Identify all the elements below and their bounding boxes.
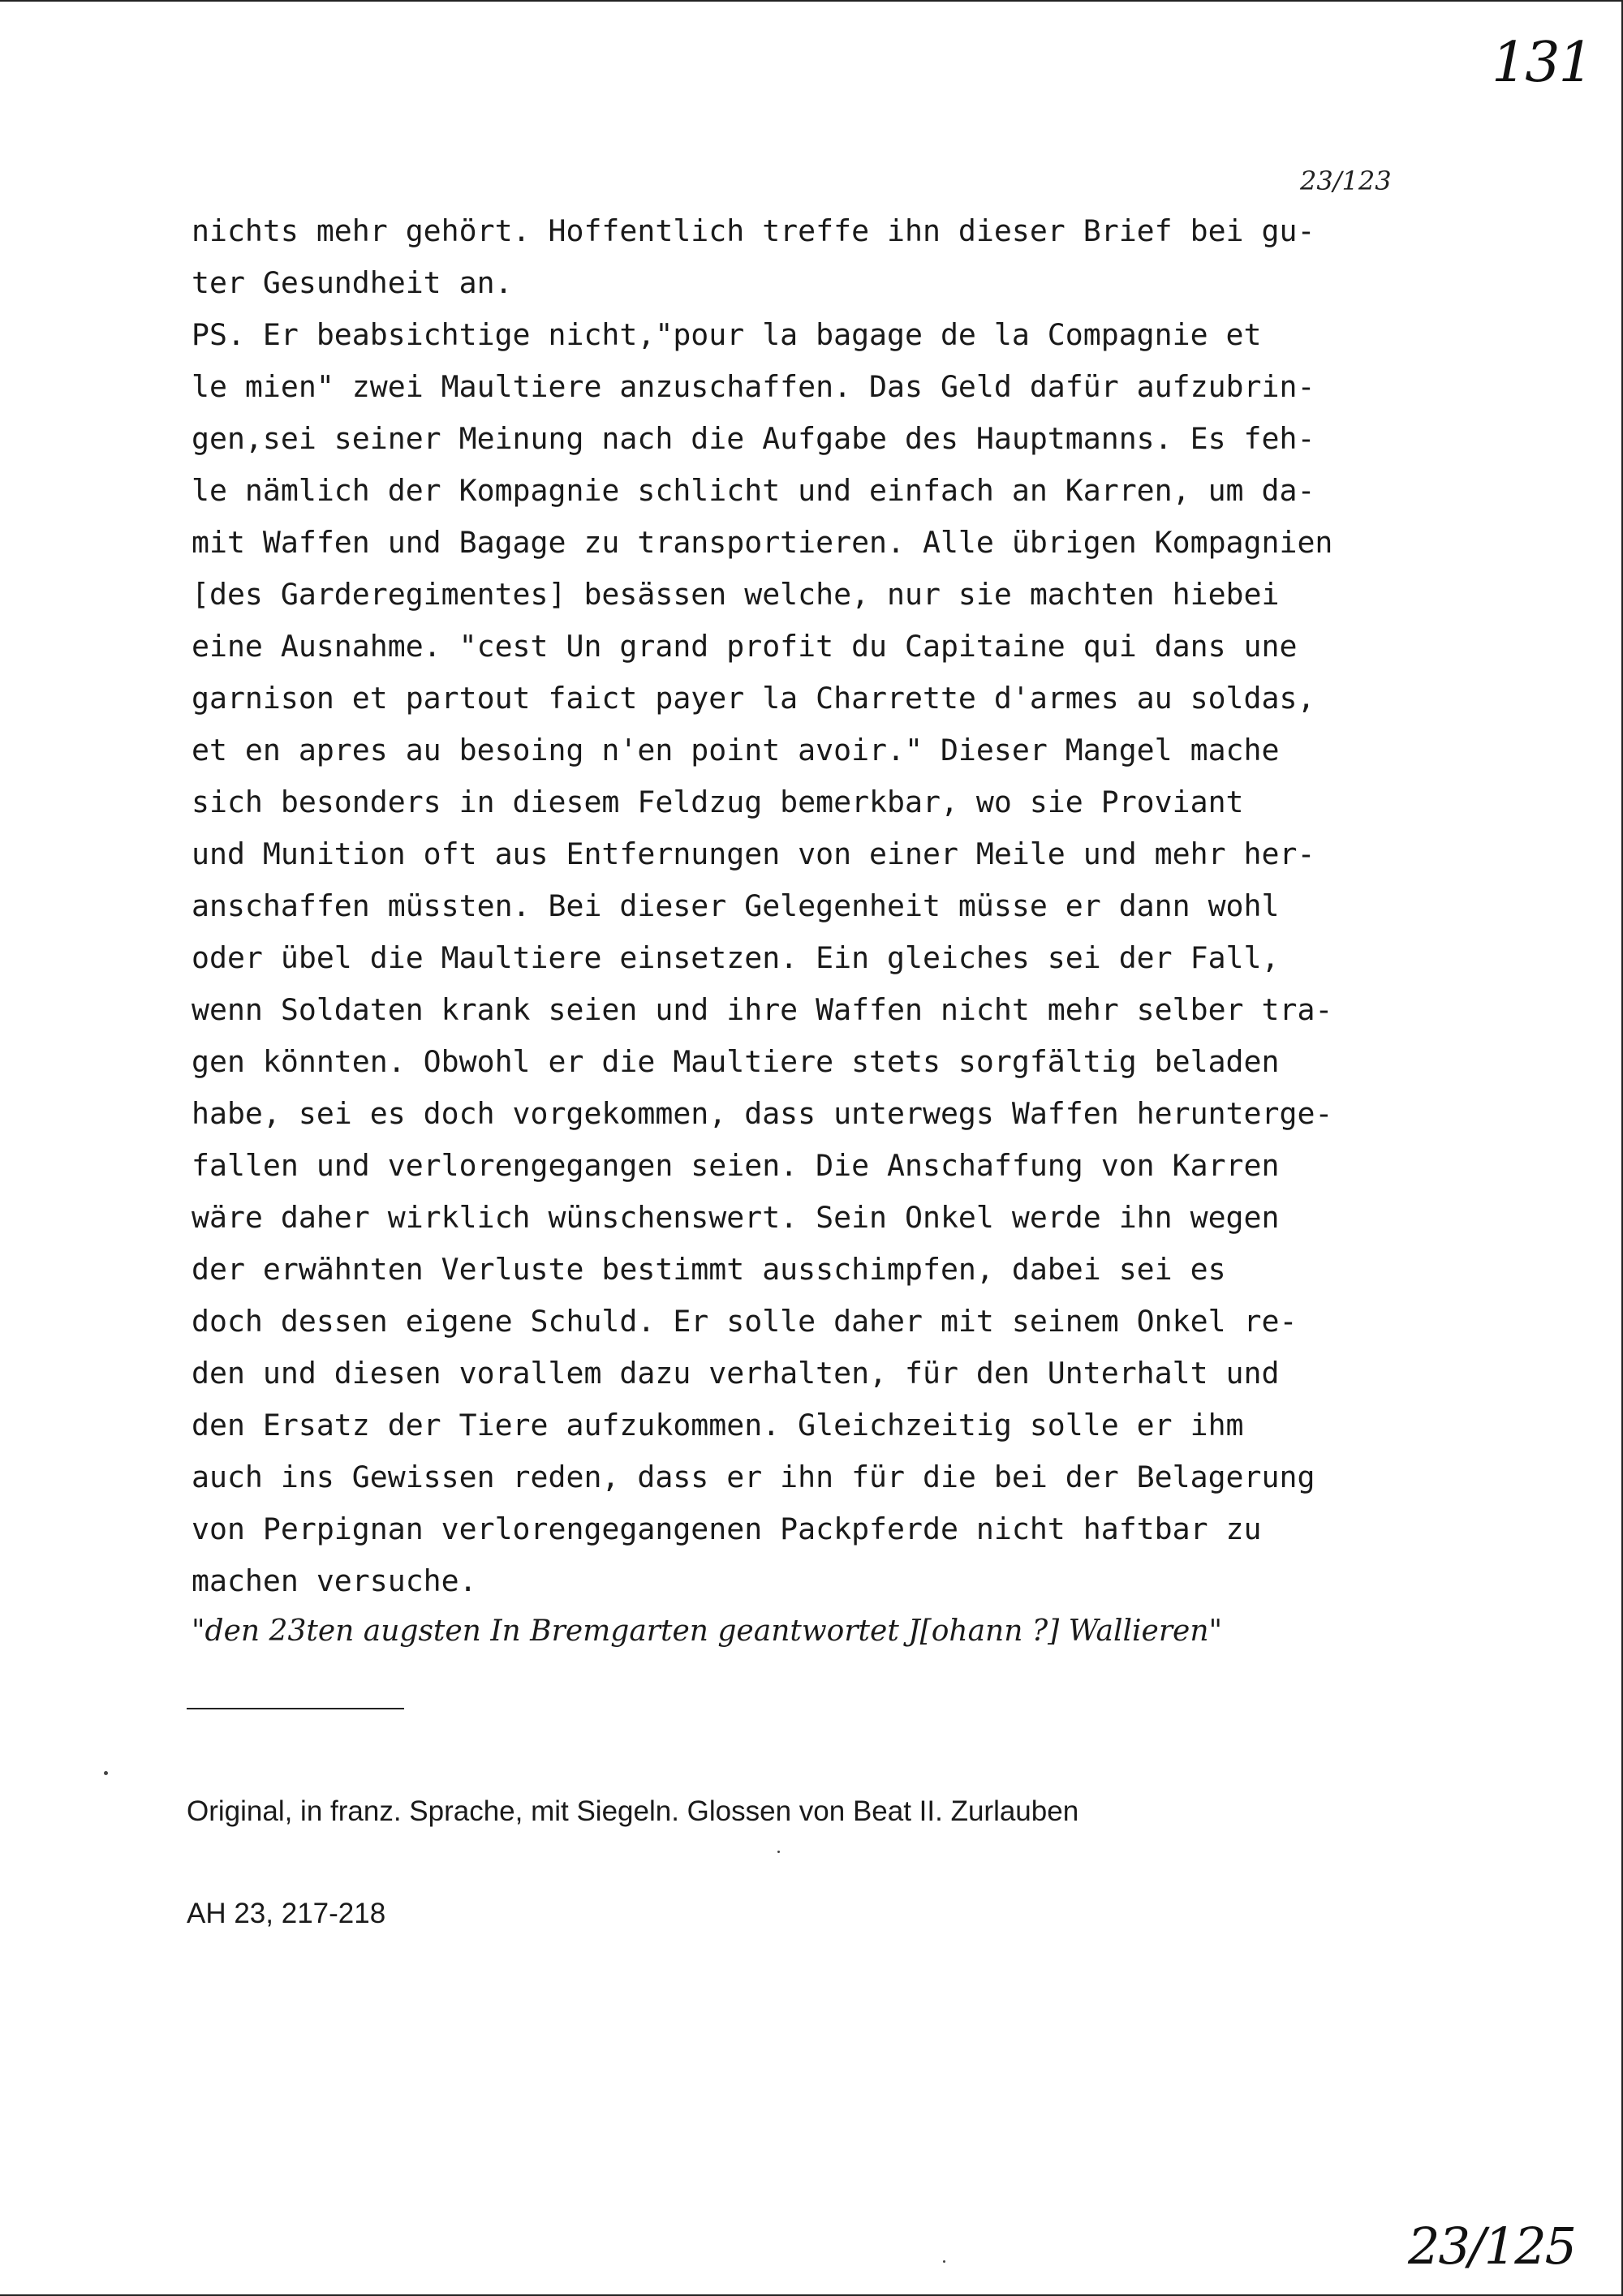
text-line: doch dessen eigene Schuld. Er solle daher mit seinem Onkel re- (192, 1304, 1298, 1339)
text-line: und Munition oft aus Entfernungen von einer Meile und mehr her- (192, 836, 1315, 871)
text-line: gen,sei seiner Meinung nach die Aufgabe des Hauptmanns. Es feh- (192, 421, 1315, 456)
text-line: mit Waffen und Bagage zu transportieren. Alle übrigen Kompagnien (192, 525, 1333, 560)
text-line: habe, sei es doch vorgekommen, dass unterwegs Waffen herunterge- (192, 1096, 1333, 1131)
text-line: sich besonders in diesem Feldzug bemerkbar, wo sie Proviant (192, 785, 1244, 819)
footnote-divider (187, 1708, 404, 1709)
text-line: machen versuche. (192, 1563, 477, 1598)
folio-number-handwritten: 131 (1492, 31, 1592, 95)
text-line: auch ins Gewissen reden, dass er ihn für die bei der Belagerung (192, 1460, 1315, 1494)
text-line: den und diesen vorallem dazu verhalten, für den Unterhalt und (192, 1356, 1280, 1391)
text-line: ter Gesundheit an. (192, 265, 513, 300)
footnote-source: Original, in franz. Sprache, mit Siegeln. Glossen von Beat II. Zurlauben (187, 1795, 1079, 1827)
text-line: oder übel die Maultiere einsetzen. Ein gleiches sei der Fall, (192, 940, 1280, 975)
text-line: der erwähnten Verluste bestimmt ausschimpfen, dabei sei es (192, 1252, 1226, 1287)
text-line: eine Ausnahme. "cest Un grand profit du Capitaine qui dans une (192, 629, 1298, 664)
text-line: fallen und verlorengegangen seien. Die Anschaffung von Karren (192, 1148, 1280, 1183)
footnote-reference: AH 23, 217-218 (187, 1898, 386, 1929)
scan-speck (104, 1771, 108, 1775)
text-line: wenn Soldaten krank seien und ihre Waffen nicht mehr selber tra- (192, 992, 1333, 1027)
text-line: den Ersatz der Tiere aufzukommen. Gleichzeitig solle er ihm (192, 1408, 1244, 1443)
text-line: PS. Er beabsichtige nicht,"pour la bagage de la Compagnie et (192, 317, 1262, 352)
letter-body (192, 205, 1457, 1607)
text-line: le nämlich der Kompagnie schlicht und einfach an Karren, um da- (192, 473, 1315, 508)
text-line: et en apres au besoing n'en point avoir." Dieser Mangel mache (192, 733, 1280, 767)
text-line: von Perpignan verlorengegangenen Packpferde nicht haftbar zu (192, 1511, 1262, 1546)
archive-number-handwritten: 23/125 (1408, 2216, 1576, 2276)
text-line: gen könnten. Obwohl er die Maultiere stets sorgfältig beladen (192, 1044, 1280, 1079)
page-reference: 23/123 (1300, 166, 1392, 196)
text-line: garnison et partout faict payer la Charrette d'armes au soldas, (192, 681, 1315, 716)
text-line: le mien" zwei Maultiere anzuschaffen. Das Geld dafür aufzubrin- (192, 369, 1315, 404)
text-line: [des Garderegimentes] besässen welche, nur sie machten hiebei (192, 577, 1280, 612)
scan-speck (777, 1851, 780, 1853)
scan-speck (943, 2260, 945, 2263)
text-line: nichts mehr gehört. Hoffentlich treffe ihn dieser Brief bei gu- (192, 213, 1315, 248)
text-line: anschaffen müssten. Bei dieser Gelegenheit müsse er dann wohl (192, 888, 1280, 923)
text-line: wäre daher wirklich wünschenswert. Sein Onkel werde ihn wegen (192, 1200, 1280, 1235)
footnote (187, 1726, 1078, 1965)
closing-note: "den 23ten augsten In Bremgarten geantwortet J[ohann ?] Wallieren" (192, 1615, 1223, 1648)
